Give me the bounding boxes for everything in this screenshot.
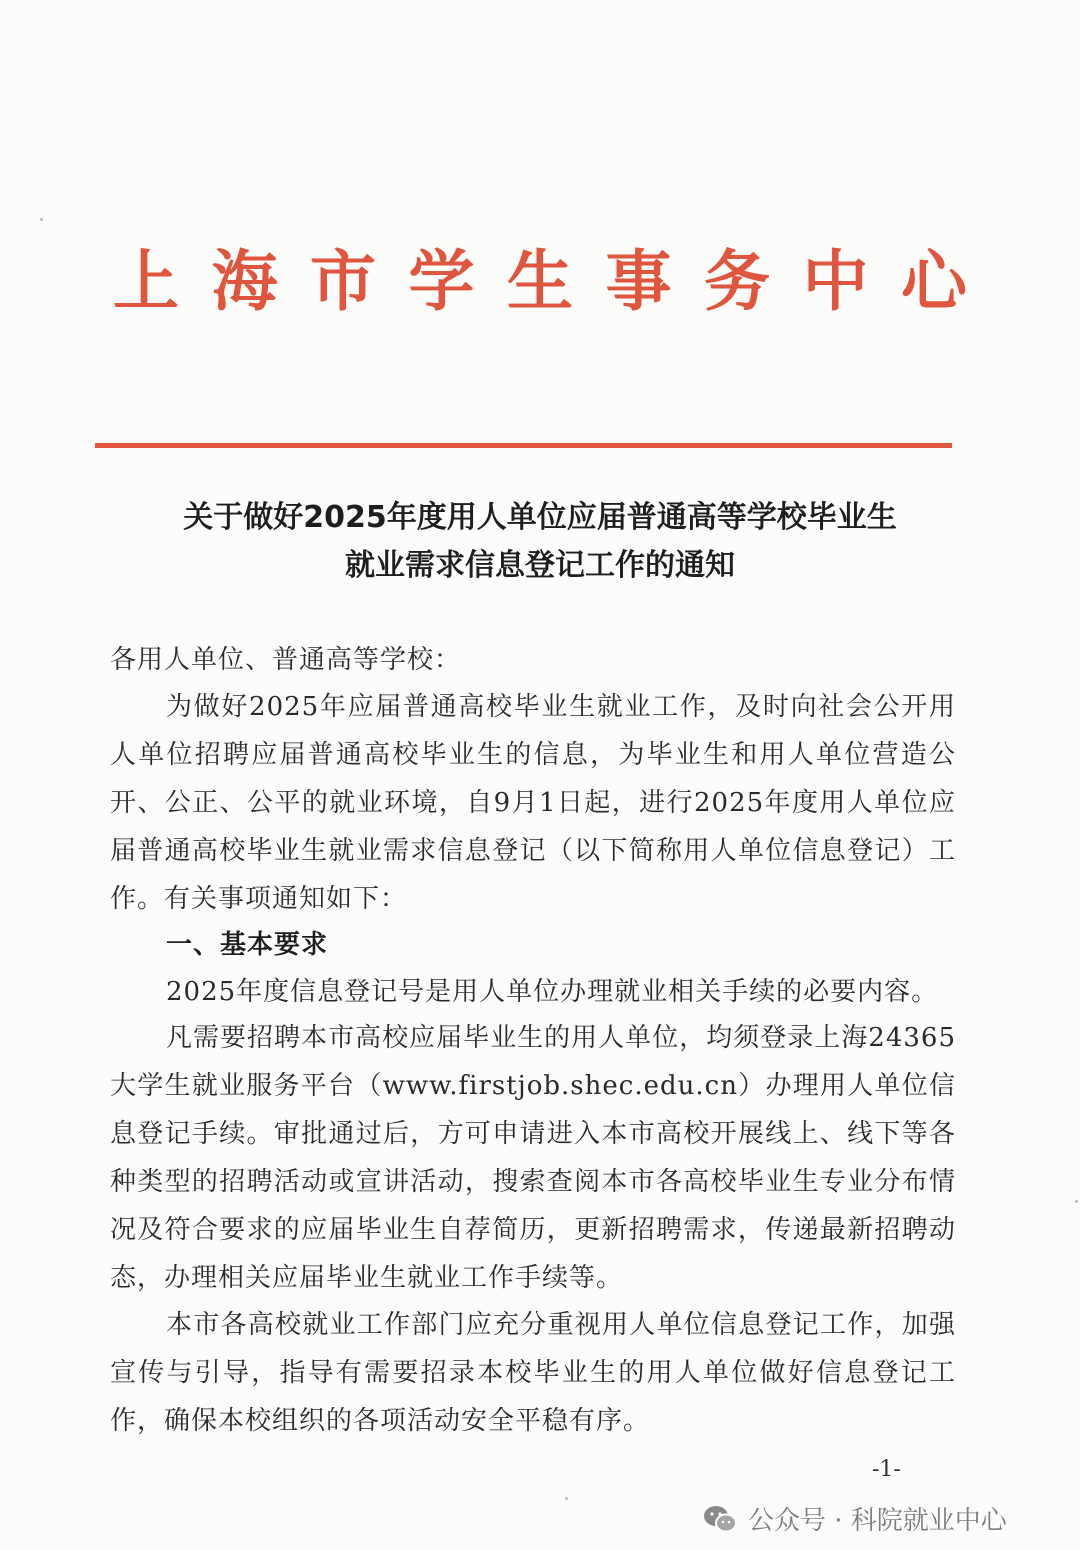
letterhead-char: 中	[802, 242, 869, 320]
letterhead-char: 学	[408, 242, 475, 320]
salutation: 各用人单位、普通高等学校：	[110, 645, 462, 675]
scan-speck	[40, 218, 43, 221]
page-number: -1-	[872, 1457, 901, 1482]
wechat-icon	[702, 1504, 738, 1534]
letterhead-char: 生	[507, 242, 573, 320]
scan-speck	[565, 1497, 568, 1500]
paragraph-university-duties: 本市各高校就业工作部门应充分重视用人单位信息登记工作，加强宣传与引导，指导有需要招录本校毕业生的用人单位做好信息登记工作，确保本校组织的各项活动安全平稳有序。	[110, 1310, 956, 1436]
letterhead-red-rule	[95, 443, 952, 448]
letterhead-char: 市	[310, 242, 376, 320]
letterhead-char: 上	[113, 242, 179, 320]
paragraph-registration-procedure: 凡需要招聘本市高校应届毕业生的用人单位，均须登录上海24365大学生就业服务平台（www.firstjob.shec.edu.cn）办理用人单位信息登记手续。审批通过后，方可申请进入本市高校开展线上、线下等各种类型的招聘活动或宣讲活动，搜索查阅本市各高校毕业生专业分布情况及符合要求的应届毕业生自荐简历，更新招聘需求，传递最新招聘动态，办理相关应届毕业生就业工作手续等。	[110, 1023, 956, 1293]
letterhead-char: 务	[704, 242, 770, 320]
letterhead-char: 海	[211, 242, 278, 320]
paragraph-intro: 为做好2025年应届普通高校毕业生就业工作，及时向社会公开用人单位招聘应届普通高校毕业生的信息，为毕业生和用人单位营造公开、公正、公平的就业环境，自9月1日起，进行2025年度用人单位应届普通高校毕业生就业需求信息登记（以下简称用人单位信息登记）工作。有关事项通知如下：	[110, 692, 956, 914]
paragraph-registration-number: 2025年度信息登记号是用人单位办理就业相关手续的必要内容。	[166, 977, 939, 1007]
section-heading-basic-requirements: 一、基本要求	[166, 930, 329, 960]
document-title-line-2: 就业需求信息登记工作的通知	[345, 548, 735, 583]
letterhead-char: 心	[901, 242, 967, 320]
watermark-text: 公众号 · 科院就业中心	[748, 1506, 1007, 1536]
scan-speck	[1075, 1200, 1078, 1203]
document-title-line-1: 关于做好2025年度用人单位应届普通高等学校毕业生	[183, 500, 897, 535]
letterhead-char: 事	[605, 242, 672, 320]
watermark	[702, 1500, 1007, 1537]
letterhead	[110, 228, 970, 323]
